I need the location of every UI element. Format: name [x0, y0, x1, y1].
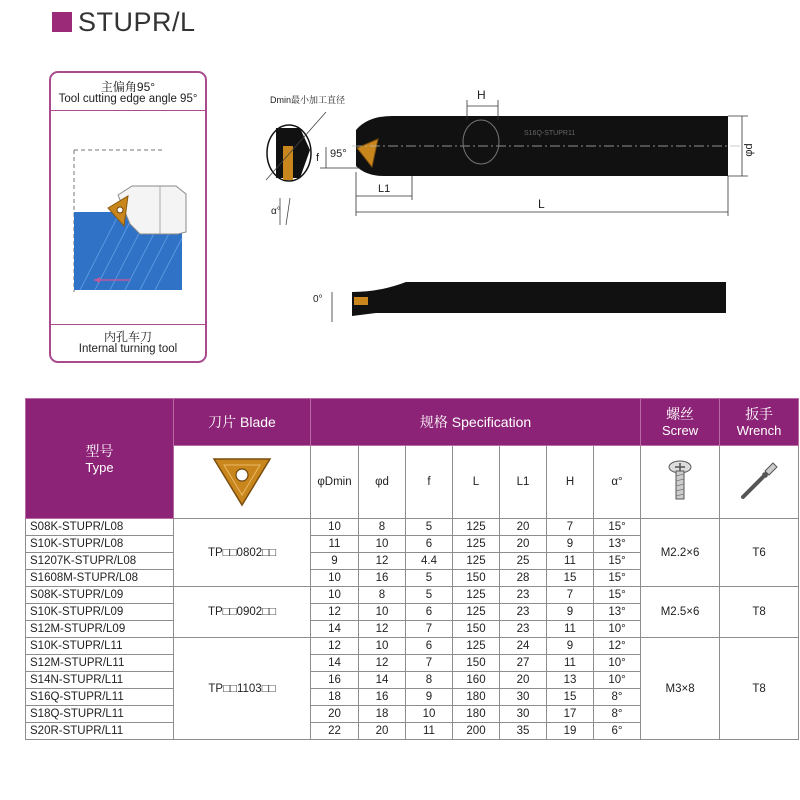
table-row	[26, 519, 799, 536]
d-label: φd	[743, 143, 755, 157]
l1-cell: 35	[500, 723, 547, 740]
f-cell: 5	[406, 519, 453, 536]
l-cell: 125	[453, 587, 500, 604]
type-cell: S14N-STUPR/L11	[26, 672, 174, 689]
type-cell: S10K-STUPR/L09	[26, 604, 174, 621]
alpha-cell: 12°	[594, 638, 641, 655]
subheader-h: H	[547, 446, 594, 519]
alpha-cell: 10°	[594, 655, 641, 672]
table-row	[26, 638, 799, 655]
f-cell: 9	[406, 689, 453, 706]
type-cell: S1608M-STUPR/L08	[26, 570, 174, 587]
wrench-cell: T6	[720, 519, 799, 587]
h-cell: 15	[547, 570, 594, 587]
l1-cell: 20	[500, 536, 547, 553]
screw-cell: M3×8	[641, 638, 720, 740]
alpha-cell: 8°	[594, 706, 641, 723]
l1-cell: 28	[500, 570, 547, 587]
type-cell: S12M-STUPR/L11	[26, 655, 174, 672]
blade-cell: TP□□0802□□	[174, 519, 311, 587]
spec-table	[25, 398, 799, 740]
wrench-cell: T8	[720, 638, 799, 740]
type-cell: S12M-STUPR/L09	[26, 621, 174, 638]
l-cell: 200	[453, 723, 500, 740]
h-cell: 17	[547, 706, 594, 723]
d-cell: 12	[359, 655, 406, 672]
col-type-header: 型号 Type	[26, 399, 174, 519]
table-row	[26, 587, 799, 604]
torx-wrench-icon	[737, 459, 781, 503]
d-cell: 10	[359, 604, 406, 621]
alpha-cell: 10°	[594, 672, 641, 689]
alpha-cell: 15°	[594, 587, 641, 604]
dmin-cell: 12	[311, 638, 359, 655]
h-cell: 9	[547, 604, 594, 621]
l1-label: L1	[378, 183, 391, 195]
alpha-cell: 10°	[594, 621, 641, 638]
d-cell: 12	[359, 621, 406, 638]
h-cell: 11	[547, 621, 594, 638]
l-cell: 125	[453, 604, 500, 621]
type-cell: S08K-STUPR/L09	[26, 587, 174, 604]
screw-cell: M2.5×6	[641, 587, 720, 638]
f-cell: 4.4	[406, 553, 453, 570]
subheader-dmin: φDmin	[311, 446, 359, 519]
h-cell: 13	[547, 672, 594, 689]
l1-cell: 30	[500, 706, 547, 723]
tool-top-view	[266, 100, 748, 225]
dmin-cell: 22	[311, 723, 359, 740]
h-cell: 9	[547, 638, 594, 655]
dmin-cell: 20	[311, 706, 359, 723]
f-cell: 11	[406, 723, 453, 740]
d-cell: 8	[359, 587, 406, 604]
d-cell: 16	[359, 689, 406, 706]
f-cell: 6	[406, 638, 453, 655]
h-label: H	[477, 88, 486, 102]
col-blade-header: 刀片 Blade	[174, 399, 311, 446]
l1-cell: 20	[500, 519, 547, 536]
f-cell: 5	[406, 570, 453, 587]
alpha-cell: 6°	[594, 723, 641, 740]
col-spec-header: 规格 Specification	[311, 399, 641, 446]
dmin-cell: 10	[311, 587, 359, 604]
d-cell: 20	[359, 723, 406, 740]
type-cell: S1207K-STUPR/L08	[26, 553, 174, 570]
dmin-cell: 16	[311, 672, 359, 689]
col-screw-header: 螺丝 Screw	[641, 399, 720, 446]
h-cell: 11	[547, 655, 594, 672]
wrench-image	[720, 446, 799, 519]
dmin-cell: 12	[311, 604, 359, 621]
l1-cell: 27	[500, 655, 547, 672]
dmin-cell: 9	[311, 553, 359, 570]
d-cell: 8	[359, 519, 406, 536]
alpha-label: α°	[271, 206, 281, 217]
f-cell: 7	[406, 655, 453, 672]
screw-cell: M2.2×6	[641, 519, 720, 587]
f-cell: 6	[406, 604, 453, 621]
alpha-cell: 15°	[594, 553, 641, 570]
subheader-d: φd	[359, 446, 406, 519]
workpiece-illustration	[74, 150, 186, 292]
dmin-label: Dmin最小加工直径	[270, 95, 346, 105]
dmin-cell: 14	[311, 621, 359, 638]
l1-cell: 24	[500, 638, 547, 655]
type-cell: S08K-STUPR/L08	[26, 519, 174, 536]
h-cell: 7	[547, 519, 594, 536]
f-cell: 8	[406, 672, 453, 689]
l1-cell: 23	[500, 587, 547, 604]
d-cell: 12	[359, 553, 406, 570]
h-cell: 9	[547, 536, 594, 553]
h-cell: 7	[547, 587, 594, 604]
f-cell: 7	[406, 621, 453, 638]
zero-angle-label: 0°	[313, 294, 323, 305]
h-cell: 15	[547, 689, 594, 706]
alpha-cell: 13°	[594, 536, 641, 553]
l-cell: 125	[453, 519, 500, 536]
panel-tool-label-en: Internal turning tool	[78, 343, 178, 355]
subheader-l: L	[453, 446, 500, 519]
l1-cell: 23	[500, 621, 547, 638]
page-title: STUPR/L	[78, 7, 196, 37]
l1-cell: 30	[500, 689, 547, 706]
triangle-insert-icon	[210, 453, 274, 509]
l-cell: 160	[453, 672, 500, 689]
alpha-cell: 15°	[594, 570, 641, 587]
subheader-f: f	[406, 446, 453, 519]
col-wrench-header: 扳手 Wrench	[720, 399, 799, 446]
dmin-cell: 10	[311, 570, 359, 587]
l1-cell: 23	[500, 604, 547, 621]
f-label: f	[316, 152, 320, 164]
l-cell: 125	[453, 536, 500, 553]
type-cell: S18Q-STUPR/L11	[26, 706, 174, 723]
l-cell: 150	[453, 570, 500, 587]
l-label: L	[538, 197, 545, 211]
h-cell: 11	[547, 553, 594, 570]
type-cell: S10K-STUPR/L11	[26, 638, 174, 655]
tool-side-view	[332, 282, 726, 322]
l1-cell: 25	[500, 553, 547, 570]
angle-95-label: 95°	[330, 148, 347, 160]
d-cell: 10	[359, 536, 406, 553]
d-cell: 18	[359, 706, 406, 723]
h-cell: 19	[547, 723, 594, 740]
d-cell: 16	[359, 570, 406, 587]
f-cell: 6	[406, 536, 453, 553]
technical-drawing	[0, 0, 800, 390]
screw-image	[641, 446, 720, 519]
dmin-cell: 18	[311, 689, 359, 706]
spec-table-body	[26, 519, 799, 740]
subheader-alpha: α°	[594, 446, 641, 519]
panel-tool-label-cn: 内孔车刀	[103, 330, 152, 344]
wrench-cell: T8	[720, 587, 799, 638]
blade-cell: TP□□0902□□	[174, 587, 311, 638]
subheader-l1: L1	[500, 446, 547, 519]
l-cell: 180	[453, 706, 500, 723]
l-cell: 125	[453, 553, 500, 570]
dmin-cell: 14	[311, 655, 359, 672]
dmin-cell: 10	[311, 519, 359, 536]
d-cell: 14	[359, 672, 406, 689]
l-cell: 125	[453, 638, 500, 655]
screw-icon	[665, 459, 695, 503]
d-cell: 10	[359, 638, 406, 655]
shank-marking: S16Q-STUPR11	[524, 130, 576, 137]
type-cell: S16Q-STUPR/L11	[26, 689, 174, 706]
alpha-cell: 8°	[594, 689, 641, 706]
alpha-cell: 15°	[594, 519, 641, 536]
l-cell: 150	[453, 655, 500, 672]
l1-cell: 20	[500, 672, 547, 689]
alpha-cell: 13°	[594, 604, 641, 621]
panel-angle-label-cn: 主偏角95°	[100, 80, 156, 94]
type-cell: S10K-STUPR/L08	[26, 536, 174, 553]
f-cell: 10	[406, 706, 453, 723]
dmin-cell: 11	[311, 536, 359, 553]
blade-cell: TP□□1103□□	[174, 638, 311, 740]
f-cell: 5	[406, 587, 453, 604]
panel-angle-label-en: Tool cutting edge angle 95°	[58, 93, 198, 105]
l-cell: 150	[453, 621, 500, 638]
blade-insert-image	[174, 446, 311, 519]
type-cell: S20R-STUPR/L11	[26, 723, 174, 740]
l-cell: 180	[453, 689, 500, 706]
